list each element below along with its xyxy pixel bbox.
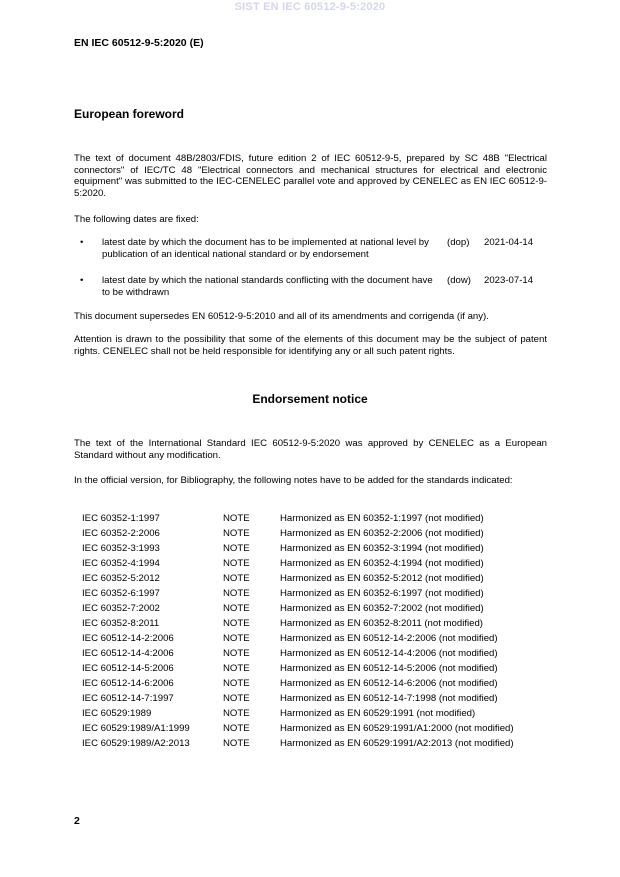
date-dow-value: 2023-07-14 [484, 275, 534, 286]
note-text: Harmonized as EN 60352-1:1997 (not modified) [280, 513, 484, 524]
note-row [82, 618, 552, 633]
note-label: NOTE [223, 708, 250, 719]
note-text: Harmonized as EN 60352-2:2006 (not modified) [280, 528, 484, 539]
endorsement-text: The text of the International Standard IEC 60512-9-5:2020 was approved by CENELEC as a European Standard without any modification. [74, 438, 547, 461]
note-std: IEC 60352-1:1997 [82, 513, 160, 524]
note-label: NOTE [223, 543, 250, 554]
note-std: IEC 60352-6:1997 [82, 588, 160, 599]
note-std: IEC 60529:1989 [82, 708, 152, 719]
note-row [82, 693, 552, 708]
note-label: NOTE [223, 513, 250, 524]
foreword-intro: The text of document 48B/2803/FDIS, future edition 2 of IEC 60512-9-5, prepared by SC 48B "Electrical connectors" of IEC/TC 48 "Electrical connectors and mechanical structures for electrical and electronic equipment" was submitted to the IEC-CENELEC parallel vote and approved by CENELEC as EN IEC 60512-9-5:2020. [74, 153, 547, 199]
note-row [82, 738, 552, 753]
note-text: Harmonized as EN 60352-4:1994 (not modified) [280, 558, 484, 569]
bullet-dop: • [80, 237, 84, 248]
note-std: IEC 60352-4:1994 [82, 558, 160, 569]
note-text: Harmonized as EN 60529:1991 (not modified) [280, 708, 476, 719]
watermark: SIST EN IEC 60512-9-5:2020 [234, 1, 386, 13]
note-std: IEC 60529:1989/A2:2013 [82, 738, 190, 749]
note-std: IEC 60512-14-2:2006 [82, 633, 174, 644]
note-label: NOTE [223, 693, 250, 704]
document-id: EN IEC 60512-9-5:2020 (E) [74, 37, 204, 49]
note-std: IEC 60352-8:2011 [82, 618, 160, 629]
note-std: IEC 60352-5:2012 [82, 573, 160, 584]
date-dow-code: (dow) [447, 275, 471, 286]
note-text: Harmonized as EN 60529:1991/A2:2013 (not modified) [280, 738, 514, 749]
note-text: Harmonized as EN 60512-14-2:2006 (not modified) [280, 633, 498, 644]
note-text: Harmonized as EN 60512-14-6:2006 (not modified) [280, 678, 498, 689]
note-std: IEC 60352-2:2006 [82, 528, 160, 539]
note-label: NOTE [223, 738, 250, 749]
attention-text: Attention is drawn to the possibility that some of the elements of this document may be the subject of patent rights. CENELEC shall not be held responsible for identifying any or all such patent rights. [74, 334, 547, 357]
note-label: NOTE [223, 588, 250, 599]
note-row [82, 513, 552, 528]
page-number: 2 [74, 815, 80, 827]
note-text: Harmonized as EN 60352-7:2002 (not modified) [280, 603, 484, 614]
note-label: NOTE [223, 573, 250, 584]
note-label: NOTE [223, 648, 250, 659]
bullet-dow: • [80, 275, 84, 286]
note-label: NOTE [223, 603, 250, 614]
date-dow-text: latest date by which the national standards conflicting with the document have to be withdrawn [102, 275, 433, 298]
note-label: NOTE [223, 678, 250, 689]
date-dop-code: (dop) [447, 237, 470, 248]
note-text: Harmonized as EN 60352-3:1994 (not modified) [280, 543, 484, 554]
note-text: Harmonized as EN 60512-14-4:2006 (not modified) [280, 648, 498, 659]
note-label: NOTE [223, 663, 250, 674]
bibliography-intro: In the official version, for Bibliography, the following notes have to be added for the standards indicated: [74, 475, 513, 486]
note-text: Harmonized as EN 60352-6:1997 (not modified) [280, 588, 484, 599]
note-row [82, 528, 552, 543]
note-row [82, 708, 552, 723]
note-label: NOTE [223, 723, 250, 734]
note-text: Harmonized as EN 60352-8:2011 (not modified) [280, 618, 484, 629]
note-row [82, 543, 552, 558]
note-label: NOTE [223, 618, 250, 629]
supersedes-text: This document supersedes EN 60512-9-5:2010 and all of its amendments and corrigenda (if any). [74, 311, 489, 322]
note-row [82, 648, 552, 663]
date-dop-value: 2021-04-14 [484, 237, 534, 248]
note-std: IEC 60512-14-7:1997 [82, 693, 174, 704]
note-row [82, 588, 552, 603]
note-text: Harmonized as EN 60512-14-7:1998 (not modified) [280, 693, 498, 704]
note-std: IEC 60352-3:1993 [82, 543, 160, 554]
note-text: Harmonized as EN 60512-14-5:2006 (not modified) [280, 663, 498, 674]
note-label: NOTE [223, 633, 250, 644]
note-std: IEC 60352-7:2002 [82, 603, 160, 614]
note-row [82, 558, 552, 573]
note-text: Harmonized as EN 60529:1991/A1:2000 (not modified) [280, 723, 514, 734]
note-std: IEC 60529:1989/A1:1999 [82, 723, 190, 734]
note-row [82, 603, 552, 618]
note-row [82, 723, 552, 738]
foreword-heading: European foreword [74, 107, 185, 121]
endorsement-heading: Endorsement notice [252, 392, 368, 406]
note-label: NOTE [223, 528, 250, 539]
note-std: IEC 60512-14-6:2006 [82, 678, 174, 689]
date-dop-text: latest date by which the document has to be implemented at national level by publication of an identical national standard or by endorsement [102, 237, 429, 260]
note-row [82, 678, 552, 693]
note-std: IEC 60512-14-4:2006 [82, 648, 174, 659]
notes-table [82, 513, 552, 753]
note-row [82, 573, 552, 588]
note-row [82, 633, 552, 648]
note-label: NOTE [223, 558, 250, 569]
dates-intro: The following dates are fixed: [74, 214, 199, 225]
note-std: IEC 60512-14-5:2006 [82, 663, 174, 674]
note-row [82, 663, 552, 678]
note-text: Harmonized as EN 60352-5:2012 (not modified) [280, 573, 484, 584]
